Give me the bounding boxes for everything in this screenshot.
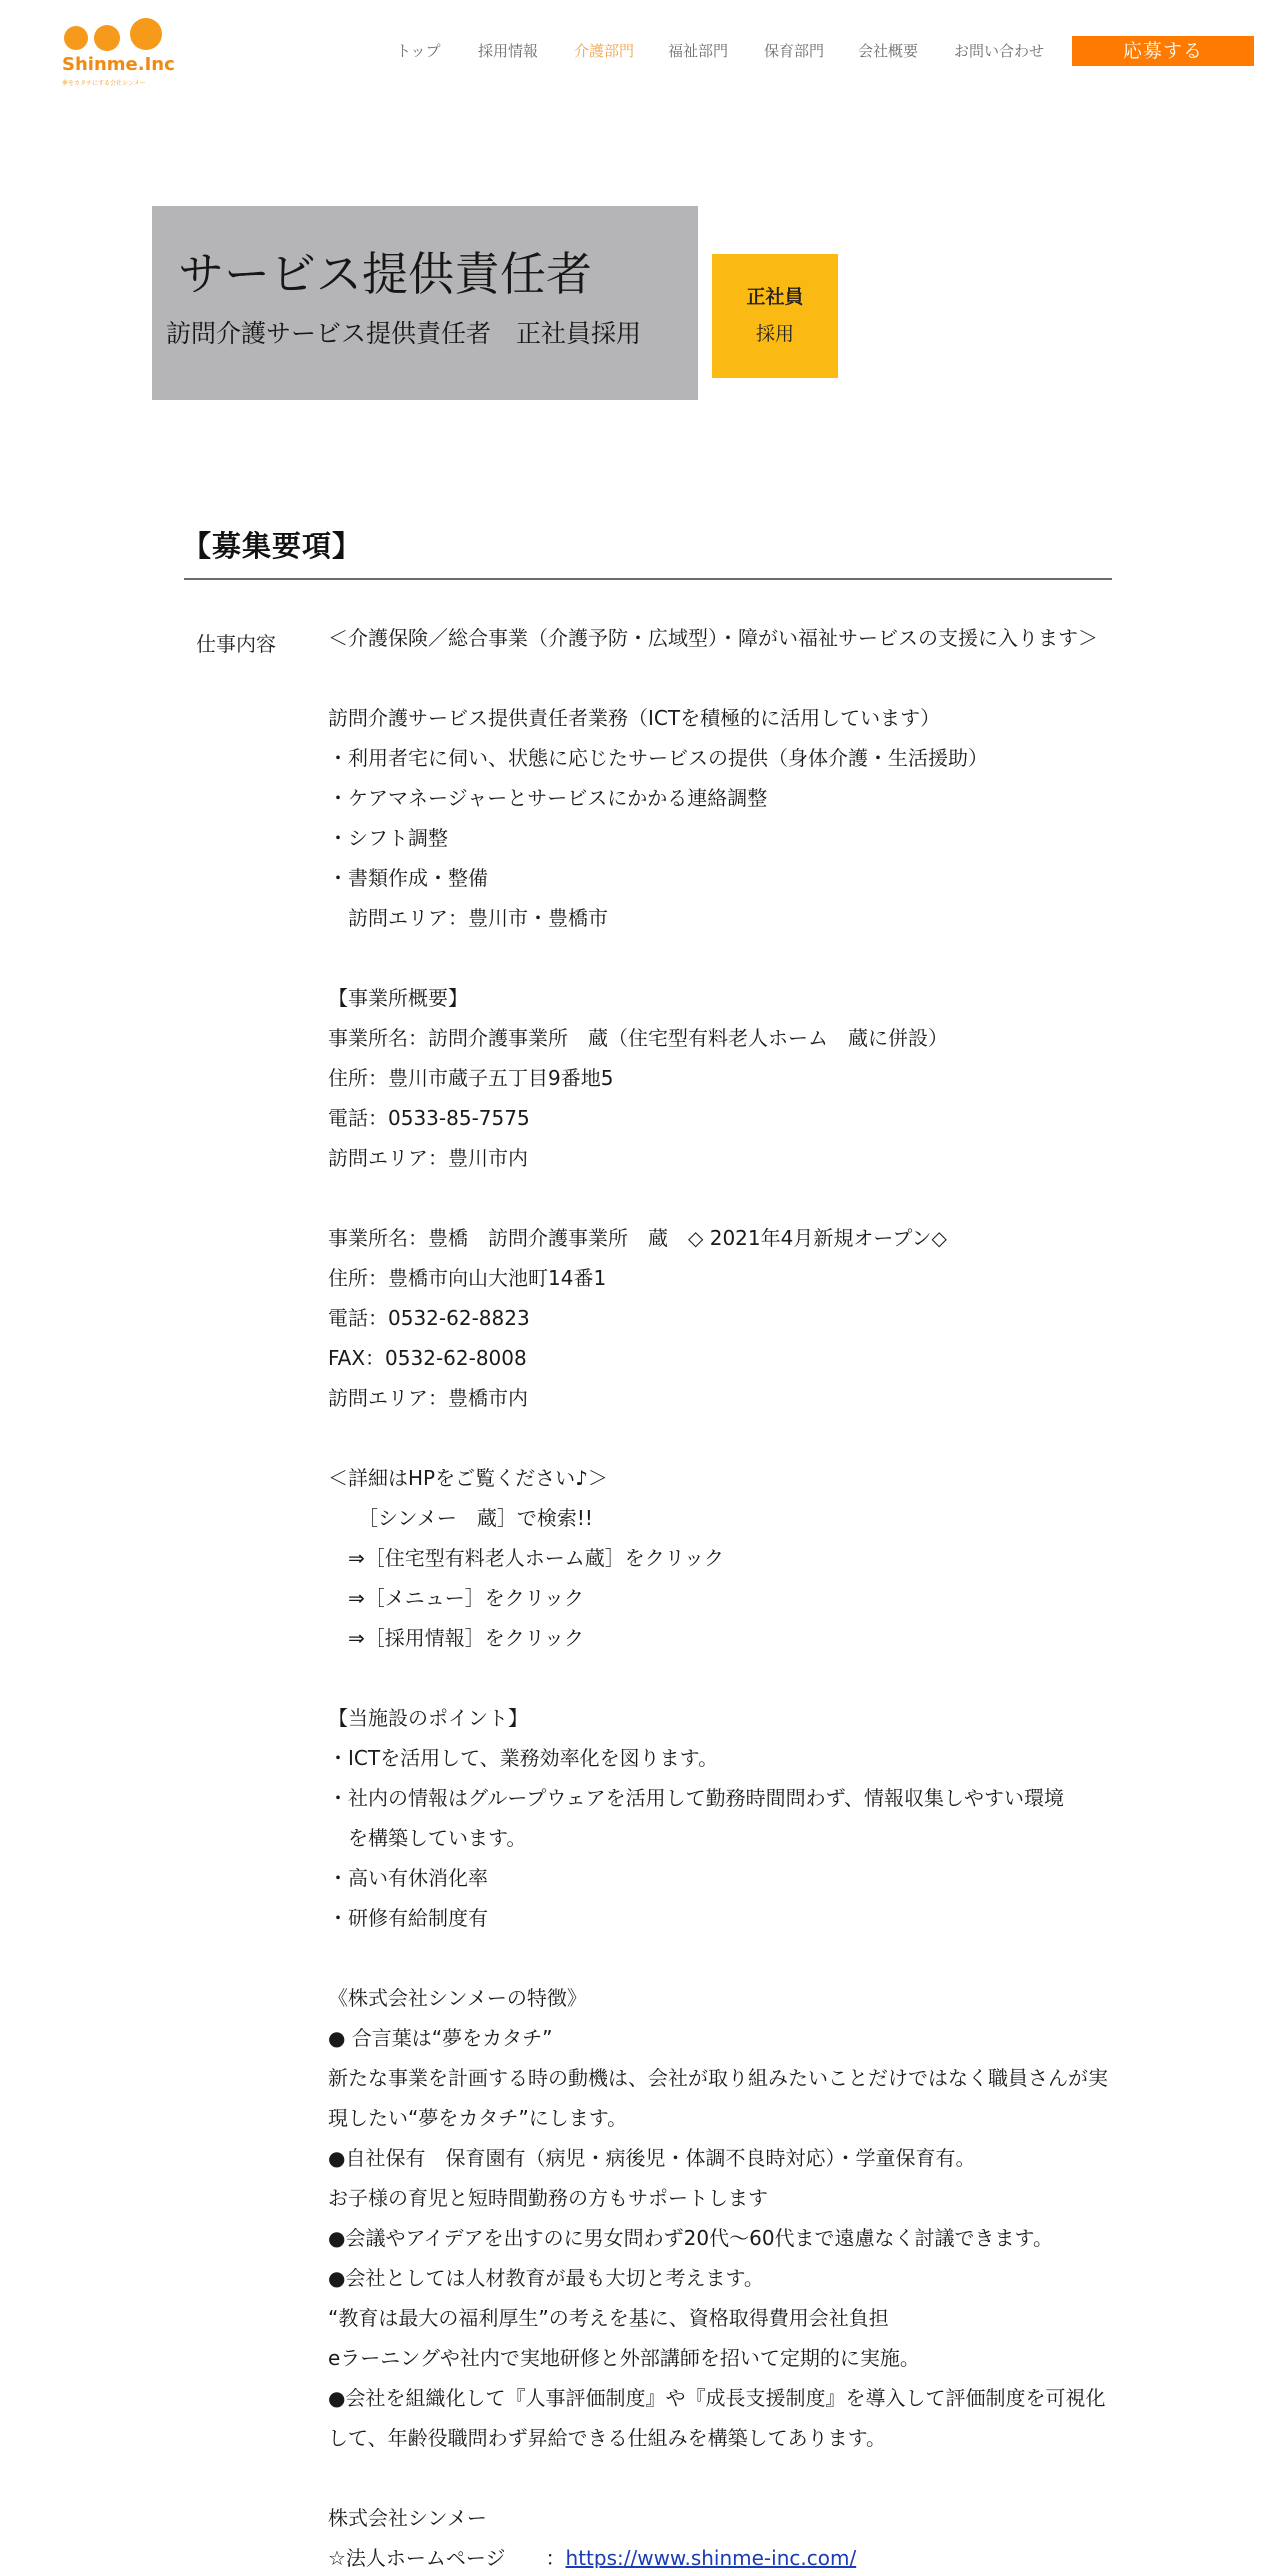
description-line: 住所：豊川市蔵子五丁目9番地5 — [328, 1066, 614, 1090]
job-description-label: 仕事内容 — [196, 632, 276, 656]
description-line — [328, 1658, 1118, 1698]
homepage-link-label: ☆法人ホームページ ： — [328, 2546, 566, 2568]
description-line: 《株式会社シンメーの特徴》 — [328, 1986, 587, 2010]
description-line: FAX：0532-62-8008 — [328, 1346, 527, 1370]
description-line: 訪問介護サービス提供責任者業務（ICTを積極的に活用しています） — [328, 706, 941, 730]
description-line: ・書類作成・整備 — [328, 866, 488, 890]
badge-line-2: 採用 — [755, 323, 794, 345]
badge-line-1: 正社員 — [746, 286, 804, 308]
description-line: ・利用者宅に伺い、状態に応じたサービスの提供（身体介護・生活援助） — [328, 746, 988, 770]
description-line — [328, 1938, 1118, 1978]
company-logo[interactable] — [62, 18, 175, 90]
description-line: ・シフト調整 — [328, 826, 448, 850]
description-line: ［シンメー 蔵］で検索!! — [328, 1506, 593, 1530]
logo-text: Shinme.Inc — [62, 54, 175, 75]
description-line: 【事業所概要】 — [328, 986, 468, 1010]
description-line: 訪問エリア：豊川市内 — [328, 1146, 528, 1170]
description-line: ・ICTを活用して、業務効率化を図ります。 — [328, 1746, 719, 1770]
description-line: お子様の育児と短時間勤務の方もサポートします — [328, 2186, 768, 2210]
description-line: 訪問エリア：豊川市・豊橋市 — [328, 906, 608, 930]
job-subtitle: 訪問介護サービス提供責任者 正社員採用 — [166, 319, 642, 348]
nav-item-contact[interactable]: お問い合わせ — [954, 42, 1045, 60]
description-line: ●自社保有 保育園有（病児・病後児・体調不良時対応）・学童保育有。 — [328, 2146, 976, 2170]
description-line: eラーニングや社内で実地研修と外部講師を招いて定期的に実施。 — [328, 2346, 920, 2370]
job-title-banner — [152, 206, 698, 400]
logo-tagline: 夢をカタチにする会社シンメー — [62, 80, 146, 87]
apply-button[interactable]: 応募する — [1072, 36, 1254, 66]
section-divider — [184, 578, 1112, 580]
nav-item-company[interactable]: 会社概要 — [858, 42, 919, 60]
job-title: サービス提供責任者 — [178, 247, 592, 301]
homepage-link-line — [328, 2538, 1118, 2568]
description-line: ●会社としては人材教育が最も大切と考えます。 — [328, 2266, 764, 2290]
homepage-link[interactable]: https://www.shinme-inc.com/ — [565, 2546, 857, 2568]
section-heading: 【募集要項】 — [182, 529, 363, 563]
description-line: ⇒［メニュー］をクリック — [328, 1586, 584, 1610]
description-line: ＜詳細はHPをご覧ください♪＞ — [328, 1466, 608, 1490]
description-line: ⇒［住宅型有料老人ホーム蔵］をクリック — [328, 1546, 724, 1570]
description-line: 事業所名：豊橋 訪問介護事業所 蔵 ◇ 2021年4月新規オープン◇ — [328, 1226, 947, 1250]
nav-item-top[interactable]: トップ — [396, 42, 441, 60]
nav-item-care[interactable]: 介護部門 — [574, 42, 635, 60]
description-line — [328, 1418, 1118, 1458]
description-line — [328, 938, 1118, 978]
description-line: ・研修有給制度有 — [328, 1906, 488, 1930]
description-line: 現したい“夢をカタチ”にします。 — [328, 2106, 628, 2130]
description-line: “教育は最大の福利厚生”の考えを基に、資格取得費用会社負担 — [328, 2306, 889, 2330]
description-line: ⇒［採用情報］をクリック — [328, 1626, 584, 1650]
logo-dots-icon — [62, 18, 172, 52]
description-line: を構築しています。 — [328, 1826, 527, 1850]
description-line: ・ケアマネージャーとサービスにかかる連絡調整 — [328, 786, 768, 810]
employment-type-badge — [712, 254, 838, 378]
description-line: ● 合言葉は“夢をカタチ” — [328, 2026, 553, 2050]
description-line: 【当施設のポイント】 — [328, 1706, 528, 1730]
description-line: 電話：0533-85-7575 — [328, 1106, 530, 1130]
description-line: して、年齢役職問わず昇給できる仕組みを構築してあります。 — [328, 2426, 886, 2450]
description-line: 新たな事業を計画する時の動機は、会社が取り組みたいことだけではなく職員さんが実 — [328, 2066, 1108, 2090]
description-line — [328, 658, 1118, 698]
description-line: ＜介護保険／総合事業（介護予防・広域型）・障がい福祉サービスの支援に入ります＞ — [328, 626, 1098, 650]
description-line: 事業所名：訪問介護事業所 蔵（住宅型有料老人ホーム 蔵に併設） — [328, 1026, 948, 1050]
description-line — [328, 1178, 1118, 1218]
nav-item-welfare[interactable]: 福祉部門 — [668, 42, 729, 60]
description-line: ・社内の情報はグループウェアを活用して勤務時間問わず、情報収集しやすい環境 — [328, 1786, 1064, 1810]
description-line: 訪問エリア：豊橋市内 — [328, 1386, 528, 1410]
description-line: 電話：0532-62-8823 — [328, 1306, 530, 1330]
job-description-body — [328, 618, 1118, 2568]
description-line: 住所：豊橋市向山大池町14番1 — [328, 1266, 607, 1290]
nav-item-childcare[interactable]: 保育部門 — [764, 42, 825, 60]
description-line: ●会議やアイデアを出すのに男女問わず20代〜60代まで遠慮なく討議できます。 — [328, 2226, 1053, 2250]
nav-item-recruit[interactable]: 採用情報 — [478, 42, 539, 60]
description-line: ・高い有休消化率 — [328, 1866, 488, 1890]
description-line — [328, 2458, 1118, 2498]
description-line: 株式会社シンメー — [328, 2506, 487, 2530]
description-line: ●会社を組織化して『人事評価制度』や『成長支援制度』を導入して評価制度を可視化 — [328, 2386, 1106, 2410]
